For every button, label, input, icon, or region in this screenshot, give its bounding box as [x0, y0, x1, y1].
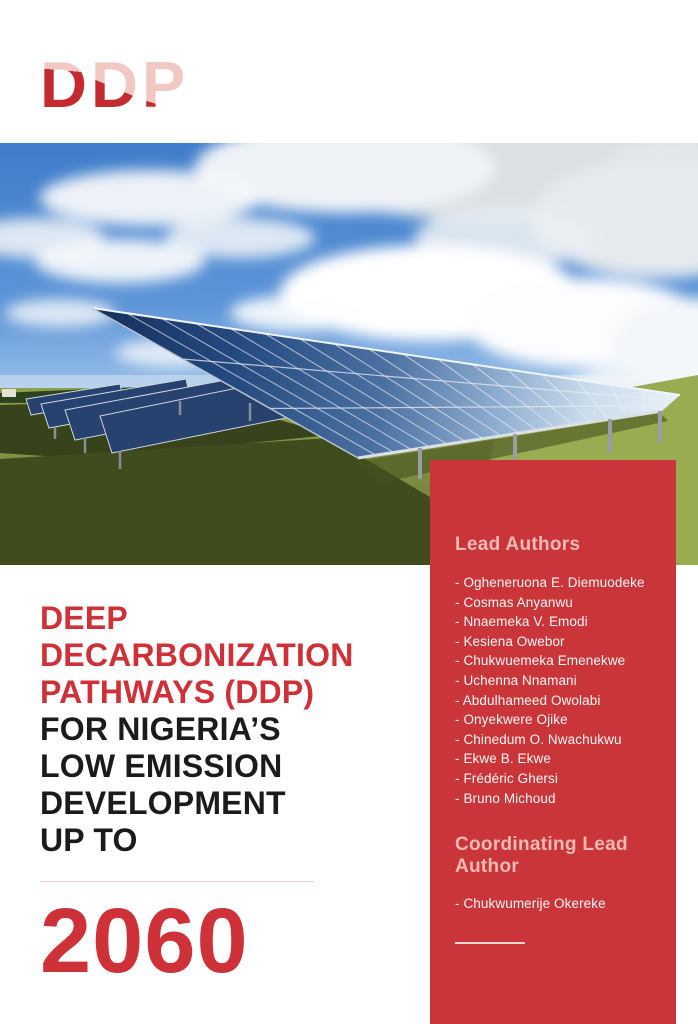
title-line: PATHWAYS (DDP): [40, 674, 315, 710]
divider-line: [40, 881, 314, 882]
author-item: - Frédéric Ghersi: [455, 770, 558, 786]
author-item: - Chinedum O. Nwachukwu: [455, 731, 622, 747]
author-item: - Cosmas Anyanwu: [455, 594, 573, 610]
title-line: DEEP: [40, 600, 128, 636]
author-item: - Chukwuemeka Emenekwe: [455, 653, 626, 669]
coordinating-lead-author-heading: Coordinating Lead Author: [455, 834, 628, 878]
title-red-lines: [40, 600, 432, 711]
ddp-logo-letter-p: P: [141, 48, 190, 121]
author-item: - Abdulhameed Owolabi: [455, 692, 601, 708]
divider-line: [455, 942, 525, 944]
title-line: FOR NIGERIA’S: [40, 711, 281, 747]
author-item: - Chukwumerije Okereke: [455, 896, 606, 912]
title-black-lines: [40, 711, 432, 859]
author-item: - Onyekwere Ojike: [455, 712, 568, 728]
author-item: - Kesiena Owebor: [455, 633, 565, 649]
ddp-logo-letter-d1: D: [40, 48, 91, 121]
lead-authors-list: [455, 573, 658, 808]
ddp-logo-letter-d2: D: [90, 48, 142, 121]
coordinating-author-list: [455, 894, 658, 914]
lead-authors-heading: Lead Authors: [455, 534, 581, 555]
author-item: - Ogheneruona E. Diemuodeke: [455, 575, 645, 590]
ddp-logo: [40, 48, 190, 121]
title-line: DECARBONIZATION: [40, 637, 354, 673]
author-item: - Nnaemeka V. Emodi: [455, 614, 588, 630]
author-item: - Bruno Michoud: [455, 790, 556, 806]
author-item: - Ekwe B. Ekwe: [455, 751, 551, 767]
title-line: DEVELOPMENT: [40, 785, 286, 821]
report-title: [40, 600, 432, 992]
authors-panel: [430, 460, 676, 1024]
title-line: UP TO: [40, 822, 138, 858]
target-year: 2060: [40, 890, 249, 992]
distant-building: [2, 389, 16, 397]
author-item: - Uchenna Nnamani: [455, 672, 577, 688]
title-line: LOW EMISSION: [40, 748, 283, 784]
